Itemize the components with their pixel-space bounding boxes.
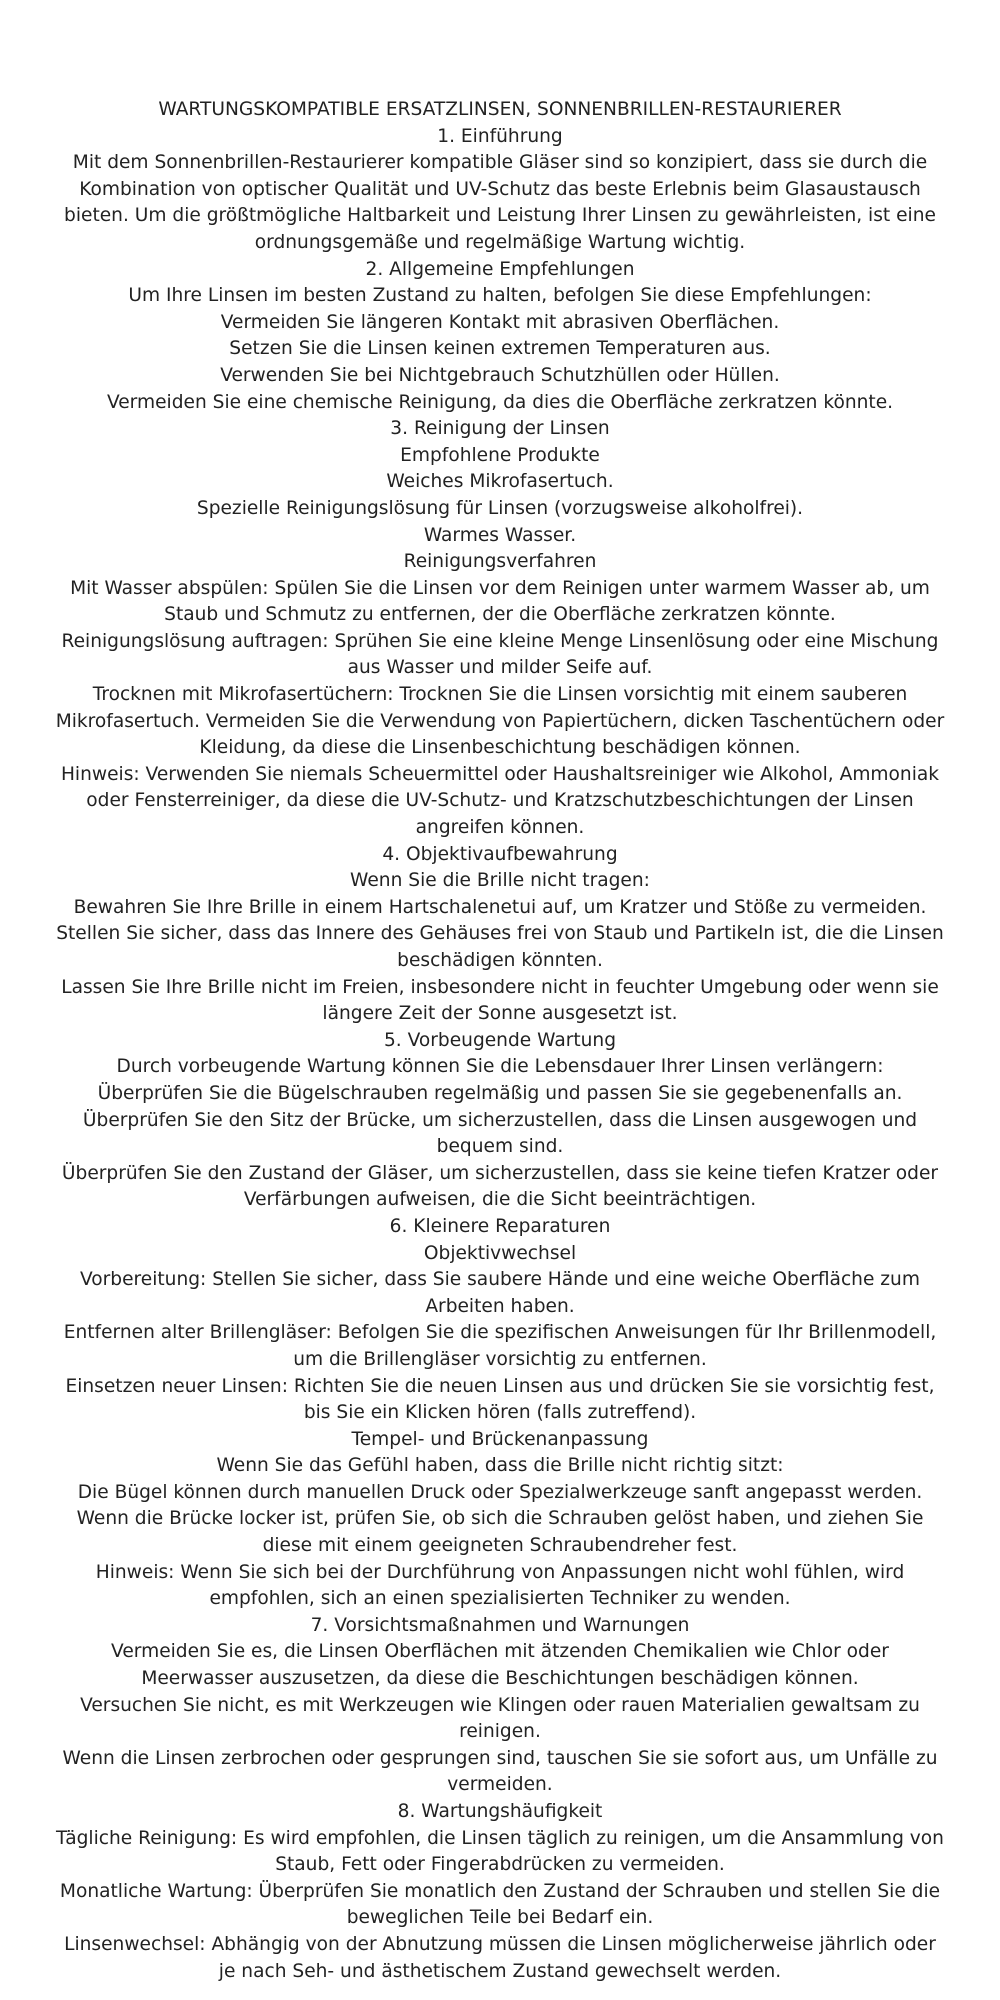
- list-item: Reinigungslösung auftragen: Sprühen Sie eine kleine Menge Linsenlösung oder eine Mischung aus Wasser und milder Seife auf.: [61, 630, 939, 679]
- list-item: Wenn die Linsen zerbrochen oder gesprungen sind, tauschen Sie sie sofort aus, um Unfälle zu vermeiden.: [62, 1747, 938, 1796]
- subheading-cleaning-procedure: Reinigungsverfahren: [403, 551, 597, 573]
- list-item: Einsetzen neuer Linsen: Richten Sie die neuen Linsen aus und drücken Sie sie vorsichtig fest, bis Sie ein Klicken hören (falls zutreffend).: [65, 1375, 935, 1424]
- list-item: Wenn die Brücke locker ist, prüfen Sie, ob sich die Schrauben gelöst haben, und ziehen Sie diese mit einem geeigneten Schraubendreher fest.: [76, 1508, 924, 1557]
- cleaning-note: Hinweis: Verwenden Sie niemals Scheuermittel oder Haushaltsreiniger wie Alkohol, Ammoniak oder Fensterreiniger, da diese die UV-Schutz- und Kratzschutzbeschichtungen der Linsen angreifen können.: [60, 763, 940, 839]
- subheading-recommended-products: Empfohlene Produkte: [400, 444, 600, 466]
- list-item: Spezielle Reinigungslösung für Linsen (vorzugsweise alkoholfrei).: [196, 497, 804, 519]
- list-item: Die Bügel können durch manuellen Druck oder Spezialwerkzeuge sanft angepasst werden.: [77, 1481, 923, 1503]
- list-item: Monatliche Wartung: Überprüfen Sie monatlich den Zustand der Schrauben und stellen Sie die beweglichen Teile bei Bedarf ein.: [59, 1880, 941, 1929]
- section-heading-lens-storage: 4. Objektivaufbewahrung: [382, 843, 618, 865]
- repairs-note: Hinweis: Wenn Sie sich bei der Durchführung von Anpassungen nicht wohl fühlen, wird empfohlen, sich an einen spezialisierten Techniker zu wenden.: [95, 1561, 905, 1610]
- list-item: Vermeiden Sie eine chemische Reinigung, da dies die Oberfläche zerkratzen könnte.: [106, 391, 894, 413]
- list-item: Überprüfen Sie den Sitz der Brücke, um sicherzustellen, dass die Linsen ausgewogen und bequem sind.: [82, 1109, 918, 1158]
- list-item: Linsenwechsel: Abhängig von der Abnutzung müssen die Linsen möglicherweise jährlich oder je nach Seh- und ästhetischem Zustand gewechselt werden.: [64, 1933, 936, 1982]
- list-item: Überprüfen Sie die Bügelschrauben regelmäßig und passen Sie sie gegebenenfalls an.: [97, 1082, 903, 1104]
- list-item: Weiches Mikrofasertuch.: [386, 471, 614, 493]
- list-item: Bewahren Sie Ihre Brille in einem Hartschalenetui auf, um Kratzer und Stöße zu vermeiden.: [73, 896, 927, 918]
- lens-storage-intro: Wenn Sie die Brille nicht tragen:: [350, 870, 650, 892]
- list-item: Vorbereitung: Stellen Sie sicher, dass Sie saubere Hände und eine weiche Oberfläche zum Arbeiten haben.: [80, 1269, 920, 1317]
- subheading-lens-replacement: Objektivwechsel: [423, 1242, 577, 1264]
- section-heading-preventive-maintenance: 5. Vorbeugende Wartung: [383, 1029, 617, 1051]
- list-item: Vermeiden Sie längeren Kontakt mit abrasiven Oberflächen.: [220, 311, 780, 333]
- section-heading-minor-repairs: 6. Kleinere Reparaturen: [389, 1215, 611, 1237]
- list-item: Setzen Sie die Linsen keinen extremen Temperaturen aus.: [229, 338, 771, 360]
- list-item: Vermeiden Sie es, die Linsen Oberflächen mit ätzenden Chemikalien wie Chlor oder Meerwasser auszusetzen, da diese die Beschichtungen beschädigen können.: [111, 1641, 889, 1690]
- subheading-temple-bridge-adjustment: Tempel- und Brückenanpassung: [351, 1428, 649, 1450]
- section-heading-precautions: 7. Vorsichtsmaßnahmen und Warnungen: [310, 1614, 690, 1636]
- temple-bridge-intro: Wenn Sie das Gefühl haben, dass die Brille nicht richtig sitzt:: [216, 1455, 784, 1477]
- list-item: Mit Wasser abspülen: Spülen Sie die Linsen vor dem Reinigen unter warmem Wasser ab, um Staub und Schmutz zu entfernen, der die Oberfläche zerkratzen könnte.: [70, 577, 930, 626]
- general-recommendations-intro: Um Ihre Linsen im besten Zustand zu halten, befolgen Sie diese Empfehlungen:: [128, 285, 872, 307]
- preventive-maintenance-intro: Durch vorbeugende Wartung können Sie die Lebensdauer Ihrer Linsen verlängern:: [116, 1056, 884, 1078]
- list-item: Trocknen mit Mikrofasertüchern: Trocknen Sie die Linsen vorsichtig mit einem sauberen Mikrofasertuch. Vermeiden Sie die Verwendung von Papiertüchern, dicken Taschentüchern oder Kleidung, da diese die Linsenbeschichtung beschädigen können.: [55, 684, 945, 759]
- section-heading-lens-cleaning: 3. Reinigung der Linsen: [390, 418, 610, 440]
- list-item: Stellen Sie sicher, dass das Innere des Gehäuses frei von Staub und Partikeln ist, die die Linsen beschädigen könnten.: [56, 923, 944, 971]
- section-heading-general-recommendations: 2. Allgemeine Empfehlungen: [365, 258, 635, 280]
- list-item: Tägliche Reinigung: Es wird empfohlen, die Linsen täglich zu reinigen, um die Ansammlung von Staub, Fett oder Fingerabdrücken zu vermeiden.: [56, 1827, 944, 1876]
- introduction-paragraph: Mit dem Sonnenbrillen-Restaurierer kompatible Gläser sind so konzipiert, dass sie durch die Kombination von optischer Qualität und UV-Schutz das beste Erlebnis beim Glasaustausch bieten. Um die größtmögliche Haltbarkeit und Leistung Ihrer Linsen zu gewährleisten, ist eine ordnungsgemäße und regelmäßige Wartung wichtig.: [64, 152, 936, 253]
- list-item: Verwenden Sie bei Nichtgebrauch Schutzhüllen oder Hüllen.: [220, 364, 780, 386]
- list-item: Lassen Sie Ihre Brille nicht im Freien, insbesondere nicht in feuchter Umgebung oder wenn sie längere Zeit der Sonne ausgesetzt ist.: [61, 976, 939, 1025]
- section-heading-introduction: 1. Einführung: [437, 125, 563, 147]
- list-item: Entfernen alter Brillengläser: Befolgen Sie die spezifischen Anweisungen für Ihr Brillenmodell, um die Brillengläser vorsichtig zu entfernen.: [63, 1322, 937, 1370]
- document-title: WARTUNGSKOMPATIBLE ERSATZLINSEN, SONNENBRILLEN-RESTAURIERER: [158, 99, 842, 120]
- list-item: Überprüfen Sie den Zustand der Gläser, um sicherzustellen, dass sie keine tiefen Kratzer oder Verfärbungen aufweisen, die die Sicht beeinträchtigen.: [61, 1162, 939, 1211]
- section-heading-maintenance-frequency: 8. Wartungshäufigkeit: [397, 1801, 603, 1822]
- list-item: Warmes Wasser.: [423, 524, 577, 546]
- list-item: Versuchen Sie nicht, es mit Werkzeugen wie Klingen oder rauen Materialien gewaltsam zu reinigen.: [80, 1694, 920, 1743]
